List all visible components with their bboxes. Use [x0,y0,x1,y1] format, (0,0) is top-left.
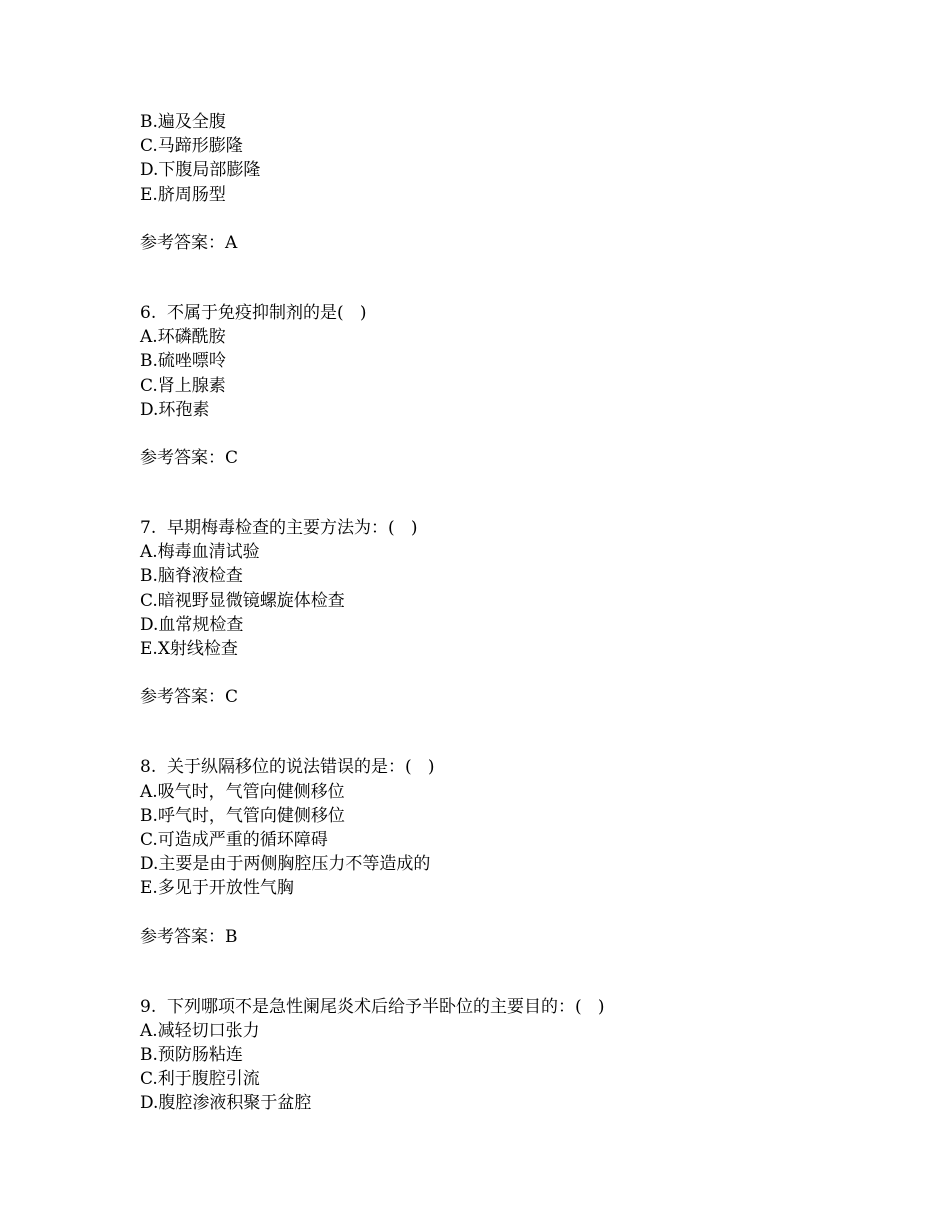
option-c: C.肾上腺素 [140,375,226,396]
question-5-continued [140,110,900,255]
question-8 [140,755,900,948]
option-d: D.血常规检查 [140,614,244,635]
option-e: E.多见于开放性气胸 [140,878,294,899]
question-9 [140,995,900,1116]
option-d: D.主要是由于两侧胸腔压力不等造成的 [140,854,431,875]
question-6 [140,301,900,470]
option-e: E.脐周肠型 [140,184,226,205]
exam-page [140,110,900,1116]
reference-answer: 参考答案：B [140,926,238,947]
question-stem: 7. 早期梅毒检查的主要方法为：( ) [140,518,418,539]
question-7 [140,516,900,709]
question-stem: 6. 不属于免疫抑制剂的是( ) [140,302,367,323]
option-c: C.马蹄形膨隆 [140,136,243,157]
option-c: C.暗视野显微镜螺旋体检查 [140,590,345,611]
option-b: B.硫唑嘌呤 [140,351,226,372]
option-a: A.梅毒血清试验 [140,542,260,563]
reference-answer: 参考答案：C [140,687,239,708]
option-a: A.吸气时，气管向健侧移位 [140,781,345,802]
option-d: D.下腹局部膨隆 [140,160,261,181]
reference-answer: 参考答案：A [140,232,238,253]
reference-answer: 参考答案：C [140,447,239,468]
option-a: A.环磷酰胺 [140,327,226,348]
option-d: D.腹腔渗液积聚于盆腔 [140,1093,312,1114]
option-a: A.减轻切口张力 [140,1020,260,1041]
option-d: D.环孢素 [140,399,210,420]
question-stem: 9. 下列哪项不是急性阑尾炎术后给予半卧位的主要目的：( ) [140,996,605,1017]
question-stem: 8. 关于纵隔移位的说法错误的是：( ) [140,757,435,778]
option-c: C.利于腹腔引流 [140,1069,260,1090]
option-b: B.遍及全腹 [140,112,226,132]
option-b: B.呼气时，气管向健侧移位 [140,805,345,826]
option-e: E.X射线检查 [140,639,238,659]
option-b: B.预防肠粘连 [140,1045,243,1066]
option-b: B.脑脊液检查 [140,566,243,587]
option-c: C.可造成严重的循环障碍 [140,829,328,850]
